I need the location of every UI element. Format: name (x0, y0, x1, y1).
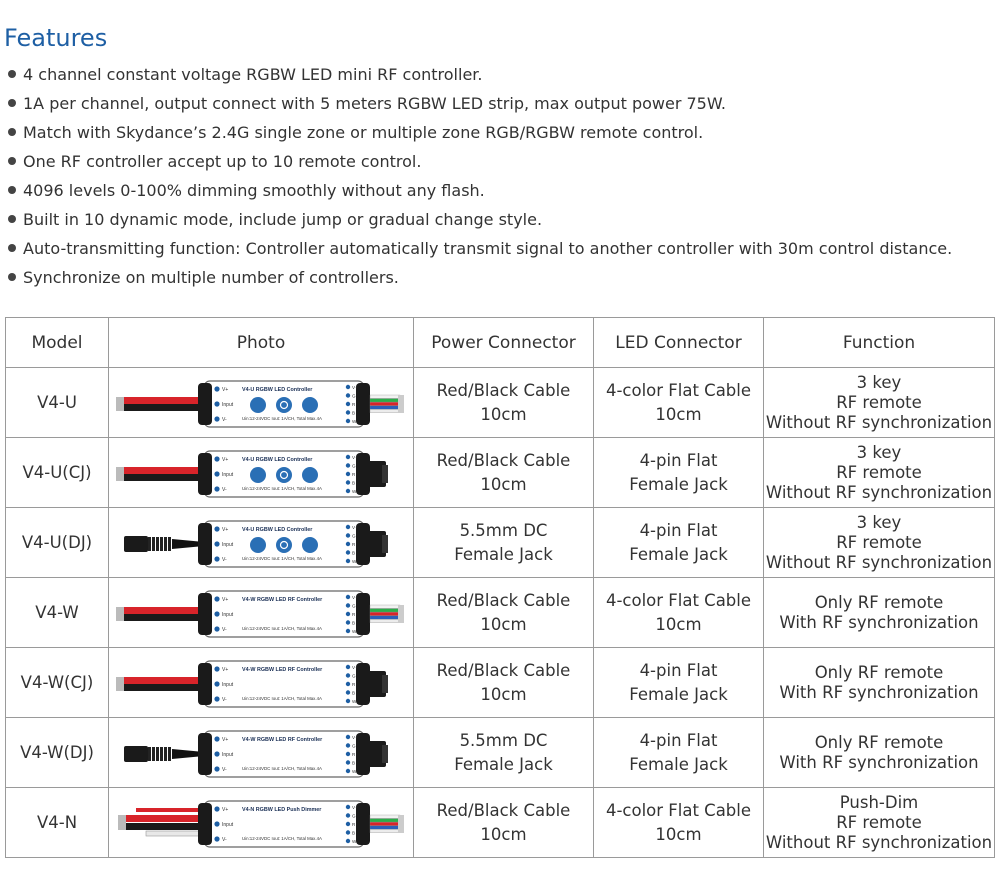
power-connector-cell (414, 788, 594, 858)
model-cell: V4-N (6, 788, 109, 858)
svg-text:Input: Input (222, 541, 234, 548)
cell-line: 4-color Flat Cable (605, 380, 752, 400)
cell-line: Red/Black Cable (436, 450, 571, 470)
feature-text: 4 channel constant voltage RGBW LED mini RF controller. (23, 65, 483, 84)
cell-line: 3 key (856, 372, 902, 392)
device-label: V4-W RGBW LED RF Controller (242, 736, 323, 743)
feature-text: One RF controller accept up to 10 remote control. (23, 152, 422, 171)
bullet-icon (8, 99, 16, 107)
svg-text:B: B (352, 479, 356, 485)
svg-text:V+: V+ (352, 384, 358, 390)
device-spec: Uin:12-24VDC Iout: 1A/CH, Total Max.4A (242, 835, 322, 841)
table-row (6, 508, 995, 578)
feature-item (8, 234, 952, 263)
feature-text: Match with Skydance’s 2.4G single zone or multiple zone RGB/RGBW remote control. (23, 123, 704, 142)
cell-line: 10cm (480, 684, 527, 704)
model-cell: V4-U (6, 368, 109, 438)
device-label: V4-W RGBW LED RF Controller (242, 596, 323, 603)
controller-photo (116, 723, 406, 783)
power-connector-cell (414, 718, 594, 788)
function-cell (764, 368, 995, 438)
svg-text:V-: V- (222, 766, 227, 773)
svg-text:W: W (352, 418, 357, 424)
svg-text:R: R (352, 471, 356, 477)
cell-line: 10cm (655, 824, 702, 844)
svg-text:Input: Input (222, 681, 234, 688)
svg-text:B: B (352, 689, 356, 695)
cell-line: Red/Black Cable (436, 660, 571, 680)
photo-cell (109, 578, 414, 648)
svg-text:V+: V+ (352, 664, 358, 670)
cell-line: Red/Black Cable (436, 380, 571, 400)
function-cell (764, 718, 995, 788)
svg-text:W: W (352, 838, 357, 844)
cell-line: RF remote (836, 812, 922, 832)
device-spec: Uin:12-24VDC Iout: 1A/CH, Total Max.4A (242, 695, 322, 701)
feature-item (8, 147, 952, 176)
svg-text:V+: V+ (222, 666, 229, 673)
feature-text: 4096 levels 0-100% dimming smoothly without any flash. (23, 181, 485, 200)
header-power-connector: Power Connector (414, 318, 594, 368)
svg-text:G: G (352, 742, 356, 748)
svg-text:V+: V+ (352, 454, 358, 460)
svg-text:V+: V+ (222, 806, 229, 813)
device-spec: Uin:12-24VDC Iout: 1A/CH, Total Max.4A (242, 625, 322, 631)
bullet-icon (8, 128, 16, 136)
svg-text:R: R (352, 751, 356, 757)
cell-line: 4-pin Flat (639, 660, 718, 680)
cell-line: 10cm (480, 824, 527, 844)
device-label: V4-W RGBW LED RF Controller (242, 666, 323, 673)
svg-text:V+: V+ (352, 524, 358, 530)
svg-text:V+: V+ (352, 734, 358, 740)
cell-line: Female Jack (629, 684, 728, 704)
cell-line: Only RF remote (814, 592, 944, 612)
features-list (8, 60, 952, 292)
cell-line: With RF synchronization (779, 752, 979, 772)
cell-line: 3 key (856, 442, 902, 462)
cell-line: 4-color Flat Cable (605, 800, 752, 820)
svg-text:V-: V- (222, 556, 227, 563)
svg-text:Input: Input (222, 401, 234, 408)
photo-cell (109, 788, 414, 858)
svg-text:G: G (352, 462, 356, 468)
bullet-icon (8, 215, 16, 223)
function-cell (764, 788, 995, 858)
power-connector-cell (414, 438, 594, 508)
bullet-icon (8, 157, 16, 165)
model-cell: V4-U(CJ) (6, 438, 109, 508)
table-row (6, 578, 995, 648)
feature-item (8, 60, 952, 89)
device-label: V4-U RGBW LED Controller (242, 456, 313, 463)
svg-text:Input: Input (222, 751, 234, 758)
svg-text:R: R (352, 401, 356, 407)
cell-line: 4-pin Flat (639, 520, 718, 540)
device-spec: Uin:12-24VDC Iout: 1A/CH, Total Max.4A (242, 415, 322, 421)
svg-text:R: R (352, 611, 356, 617)
feature-text: Synchronize on multiple number of controllers. (23, 268, 399, 287)
svg-text:V+: V+ (222, 736, 229, 743)
cell-line: Female Jack (454, 544, 553, 564)
led-connector-cell (594, 648, 764, 718)
feature-item (8, 89, 952, 118)
photo-cell (109, 648, 414, 718)
cell-line: Only RF remote (814, 732, 944, 752)
header-led-connector: LED Connector (594, 318, 764, 368)
svg-text:B: B (352, 549, 356, 555)
led-connector-cell (594, 788, 764, 858)
page-title: Features (4, 24, 108, 53)
led-connector-cell (594, 438, 764, 508)
power-connector-cell (414, 368, 594, 438)
table-row (6, 368, 995, 438)
cell-line: Without RF synchronization (765, 482, 993, 502)
model-cell: V4-W (6, 578, 109, 648)
led-connector-cell (594, 718, 764, 788)
cell-line: 5.5mm DC (459, 730, 548, 750)
feature-item (8, 263, 952, 292)
cell-line: Female Jack (629, 474, 728, 494)
cell-line: 4-pin Flat (639, 730, 718, 750)
svg-text:G: G (352, 672, 356, 678)
svg-text:B: B (352, 759, 356, 765)
model-cell: V4-U(DJ) (6, 508, 109, 578)
svg-text:G: G (352, 392, 356, 398)
feature-item (8, 176, 952, 205)
svg-text:V-: V- (222, 696, 227, 703)
svg-text:V+: V+ (222, 456, 229, 463)
svg-text:R: R (352, 541, 356, 547)
cell-line: Female Jack (454, 754, 553, 774)
function-cell (764, 648, 995, 718)
svg-text:R: R (352, 821, 356, 827)
svg-text:V+: V+ (222, 596, 229, 603)
svg-text:Input: Input (222, 821, 234, 828)
device-spec: Uin:12-24VDC Iout: 1A/CH, Total Max.4A (242, 485, 322, 491)
cell-line: Only RF remote (814, 662, 944, 682)
table-header-row (6, 318, 995, 368)
device-spec: Uin:12-24VDC Iout: 1A/CH, Total Max.4A (242, 765, 322, 771)
cell-line: Red/Black Cable (436, 590, 571, 610)
cell-line: With RF synchronization (779, 612, 979, 632)
svg-text:G: G (352, 532, 356, 538)
photo-cell (109, 508, 414, 578)
photo-cell (109, 718, 414, 788)
model-cell: V4-W(CJ) (6, 648, 109, 718)
cell-line: 10cm (655, 614, 702, 634)
cell-line: Without RF synchronization (765, 832, 993, 852)
feature-item (8, 118, 952, 147)
table-row (6, 718, 995, 788)
cell-line: 4-color Flat Cable (605, 590, 752, 610)
device-label: V4-N RGBW LED Push Dimmer (242, 806, 322, 813)
photo-cell (109, 368, 414, 438)
cell-line: 10cm (480, 404, 527, 424)
svg-text:Input: Input (222, 471, 234, 478)
svg-text:B: B (352, 829, 356, 835)
cell-line: Red/Black Cable (436, 800, 571, 820)
svg-text:V-: V- (222, 836, 227, 843)
cell-line: 10cm (655, 404, 702, 424)
bullet-icon (8, 186, 16, 194)
feature-text: Built in 10 dynamic mode, include jump or gradual change style. (23, 210, 543, 229)
cell-line: Female Jack (629, 754, 728, 774)
cell-line: Female Jack (629, 544, 728, 564)
cell-line: With RF synchronization (779, 682, 979, 702)
cell-line: Without RF synchronization (765, 412, 993, 432)
header-photo: Photo (109, 318, 414, 368)
svg-text:R: R (352, 681, 356, 687)
controller-photo (116, 443, 406, 503)
cell-line: 10cm (480, 474, 527, 494)
spec-table (5, 317, 995, 858)
svg-text:V-: V- (222, 416, 227, 423)
table-row (6, 648, 995, 718)
controller-photo (116, 793, 406, 853)
led-connector-cell (594, 368, 764, 438)
svg-text:V+: V+ (352, 804, 358, 810)
power-connector-cell (414, 578, 594, 648)
svg-text:W: W (352, 628, 357, 634)
svg-text:V+: V+ (222, 386, 229, 393)
device-spec: Uin:12-24VDC Iout: 1A/CH, Total Max.4A (242, 555, 322, 561)
feature-item (8, 205, 952, 234)
photo-cell (109, 438, 414, 508)
table-row (6, 438, 995, 508)
power-connector-cell (414, 648, 594, 718)
svg-text:W: W (352, 698, 357, 704)
svg-text:G: G (352, 602, 356, 608)
cell-line: Without RF synchronization (765, 552, 993, 572)
cell-line: Push-Dim (839, 792, 919, 812)
svg-text:B: B (352, 619, 356, 625)
header-function: Function (764, 318, 995, 368)
bullet-icon (8, 244, 16, 252)
model-cell: V4-W(DJ) (6, 718, 109, 788)
bullet-icon (8, 70, 16, 78)
led-connector-cell (594, 508, 764, 578)
led-connector-cell (594, 578, 764, 648)
svg-text:B: B (352, 409, 356, 415)
controller-photo (116, 513, 406, 573)
cell-line: 5.5mm DC (459, 520, 548, 540)
svg-text:V-: V- (222, 626, 227, 633)
power-connector-cell (414, 508, 594, 578)
cell-line: 3 key (856, 512, 902, 532)
svg-text:V+: V+ (222, 526, 229, 533)
cell-line: RF remote (836, 392, 922, 412)
svg-text:V-: V- (222, 486, 227, 493)
svg-text:W: W (352, 768, 357, 774)
svg-text:V+: V+ (352, 594, 358, 600)
device-label: V4-U RGBW LED Controller (242, 526, 313, 533)
cell-line: RF remote (836, 462, 922, 482)
svg-text:W: W (352, 488, 357, 494)
feature-text: Auto-transmitting function: Controller automatically transmit signal to another controller with 30m control distance. (23, 239, 953, 258)
bullet-icon (8, 273, 16, 281)
svg-text:Input: Input (222, 611, 234, 618)
feature-text: 1A per channel, output connect with 5 meters RGBW LED strip, max output power 75W. (23, 94, 726, 113)
cell-line: 4-pin Flat (639, 450, 718, 470)
svg-text:G: G (352, 812, 356, 818)
table-row (6, 788, 995, 858)
function-cell (764, 578, 995, 648)
cell-line: 10cm (480, 614, 527, 634)
controller-photo (116, 583, 406, 643)
svg-text:W: W (352, 558, 357, 564)
controller-photo (116, 653, 406, 713)
function-cell (764, 438, 995, 508)
device-label: V4-U RGBW LED Controller (242, 386, 313, 393)
cell-line: RF remote (836, 532, 922, 552)
function-cell (764, 508, 995, 578)
header-model: Model (6, 318, 109, 368)
controller-photo (116, 373, 406, 433)
